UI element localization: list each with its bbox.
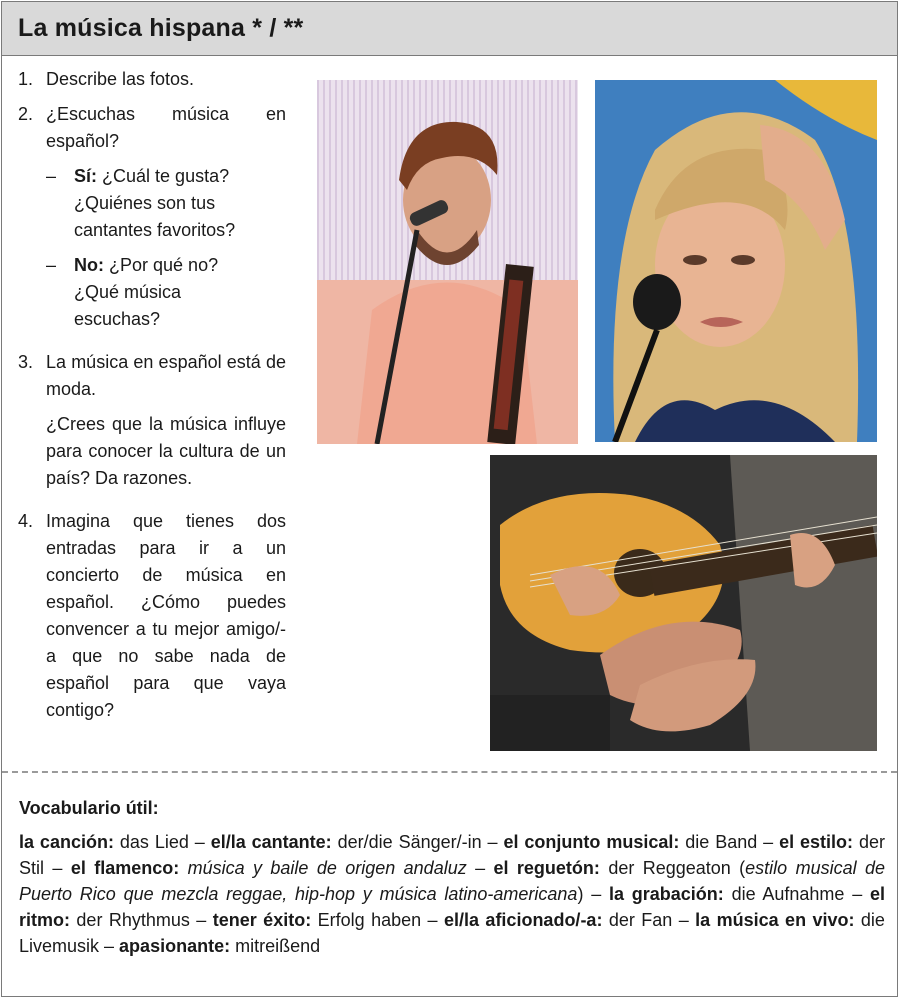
vocabulary-section: [19, 795, 885, 959]
section-title: La música hispana * / **: [18, 14, 304, 42]
question-text: ¿Escuchas música en español?: [46, 104, 286, 151]
question-number: 4.: [18, 511, 34, 531]
question-list: [18, 66, 286, 732]
vocab-term: apasionante:: [119, 936, 231, 956]
question-text-followup: ¿Crees que la música influye para conocer la cultura de un país? Da razones.: [46, 414, 286, 488]
question-4: [18, 508, 286, 724]
question-number: 2.: [18, 104, 34, 124]
sub-label: No:: [74, 255, 104, 275]
vocab-entry: [213, 910, 421, 930]
sub-text: ¿Cuál te gusta? ¿Quiénes son tus cantantes favoritos?: [74, 166, 236, 240]
dash-bullet: –: [46, 166, 57, 186]
sub-question-no: [46, 252, 286, 333]
vocab-definition: die Livemusik: [19, 910, 885, 956]
sub-text: ¿Por qué no? ¿Qué música escuchas?: [74, 255, 219, 329]
dashed-divider: [2, 771, 897, 773]
vocab-definition-close: ): [577, 884, 584, 904]
vocab-definition: Erfolg haben: [317, 910, 422, 930]
vocab-entry: [609, 884, 844, 904]
vocab-definition: die Aufnahme: [731, 884, 845, 904]
section-header: [2, 2, 897, 56]
flamenco-guitar-photo: [490, 455, 877, 751]
dash-bullet: –: [46, 255, 57, 275]
question-text: Describe las fotos.: [46, 69, 195, 89]
vocab-term: el ritmo:: [19, 884, 886, 930]
question-text: La música en español está de moda.: [46, 352, 286, 399]
vocab-definition: der/die Sänger/-in: [337, 832, 482, 852]
vocab-term: el reguetón:: [493, 858, 600, 878]
vocab-term: el conjunto musical:: [503, 832, 680, 852]
vocab-term: el estilo:: [779, 832, 854, 852]
question-text: Imagina que tienes dos entradas para ir a un concierto de música en español. ¿Cómo puedes convencer a tu mejor amigo/-a que no sabe nada de español para que vaya contigo?: [46, 511, 286, 720]
vocab-term: tener éxito:: [212, 910, 312, 930]
vocab-term: el/la aficionado/-a:: [443, 910, 603, 930]
question-number: 1.: [18, 69, 34, 89]
vocab-term: el/la cantante:: [210, 832, 332, 852]
vocab-entry: [19, 832, 189, 852]
vocab-definition: der Stil: [19, 832, 885, 878]
vocab-entry: [71, 858, 467, 878]
singer-male-photo: [317, 80, 578, 444]
question-number: 3.: [18, 352, 34, 372]
vocab-definition: das Lied: [119, 832, 189, 852]
vocabulary-heading: Vocabulario útil:: [19, 798, 159, 818]
question-1: [18, 66, 286, 93]
vocab-term: la música en vivo:: [695, 910, 855, 930]
vocab-entry: [444, 910, 672, 930]
vocab-definition: der Rhythmus: [76, 910, 190, 930]
worksheet-card: [1, 1, 898, 997]
vocab-term: la canción:: [19, 832, 114, 852]
vocab-definition-italic: estilo musical de Puerto Rico que mezcla reggae, hip-hop y música latino-americana: [19, 858, 885, 904]
vocab-term: la grabación:: [609, 884, 724, 904]
vocab-term: el flamenco:: [70, 858, 180, 878]
sub-question-yes: [46, 163, 286, 244]
sub-label: Sí:: [74, 166, 98, 186]
question-3: [18, 349, 286, 500]
vocab-definition: der Reggeaton (: [608, 858, 746, 878]
question-2: [18, 101, 286, 341]
vocabulary-list: la canción: das Lied – el/la cantante: der/die Sänger/-in – el conjunto musical: die Band – el estilo: der Stil – el flamenco: música y baile de origen andaluz – el reguetón: der Reggeaton (estilo musical de Puerto Rico que mezcla reggae, hip-hop y música latino-americana) – la grabación: die Aufnahme – el ritmo: der Rhythmus – tener éxito: Erfolg haben – el/la aficionado/-a: der Fan – la música en vivo: die Livemusik – apasionante: mitreißend: [19, 832, 886, 956]
vocab-definition: der Fan: [608, 910, 673, 930]
vocab-entry: [503, 832, 757, 852]
vocab-definition: die Band: [685, 832, 758, 852]
vocab-entry: [119, 936, 320, 956]
vocab-definition: mitreißend: [235, 936, 321, 956]
vocab-entry: [211, 832, 482, 852]
singer-female-photo: [595, 80, 877, 442]
vocab-definition-italic: música y baile de origen andaluz: [187, 858, 467, 878]
